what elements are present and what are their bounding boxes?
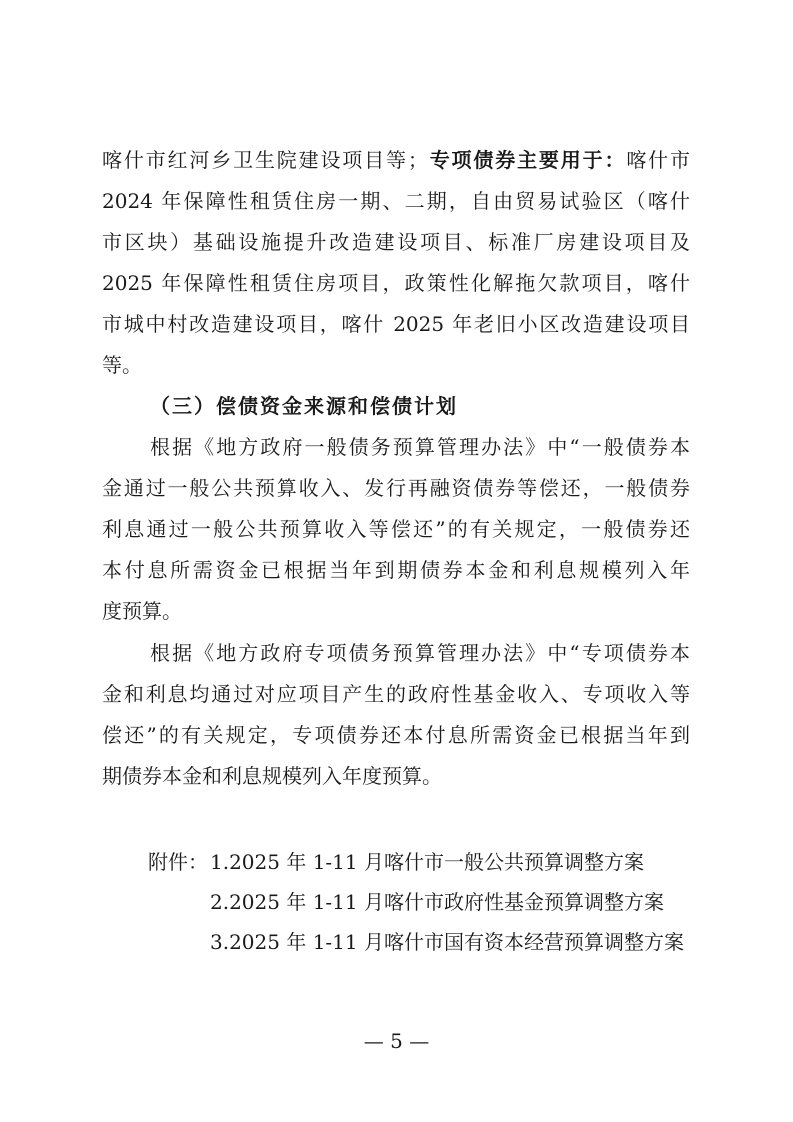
attachment-item: 2.2025 年 1-11 月喀什市政府性基金预算调整方案 xyxy=(210,890,664,914)
paragraph-line: 度预算。 xyxy=(102,599,182,623)
bold-text-segment: 专项债券主要用于： xyxy=(427,148,627,172)
paragraph-line: 根据《地方政府一般债务预算管理办法》中“一般债券本 xyxy=(150,435,690,459)
section-heading: （三）偿债资金来源和偿债计划 xyxy=(150,394,458,418)
paragraph-line: 金通过一般公共预算收入、发行再融资债券等偿还，一般债券 xyxy=(102,476,690,500)
paragraph-line: 2025 年保障性租赁住房项目，政策性化解拖欠款项目，喀什 xyxy=(102,271,690,295)
text-segment: 喀什市红河乡卫生院建设项目等； xyxy=(102,148,428,172)
paragraph-line: 市区块）基础设施提升改造建设项目、标准厂房建设项目及 xyxy=(102,230,690,254)
paragraph-line: 金和利息均通过对应项目产生的政府性基金收入、专项收入等 xyxy=(102,682,690,706)
paragraph-line: 市城中村改造建设项目，喀什 2025 年老旧小区改造建设项目 xyxy=(102,312,690,336)
attachment-item: 3.2025 年 1-11 月喀什市国有资本经营预算调整方案 xyxy=(210,930,684,954)
paragraph-line: 期债券本金和利息规模列入年度预算。 xyxy=(102,764,442,788)
text-segment: 喀什市 xyxy=(626,148,691,172)
attachments-label: 附件： xyxy=(148,850,208,874)
paragraph-line: 等。 xyxy=(102,353,142,377)
paragraph-line: 根据《地方政府专项债务预算管理办法》中“专项债券本 xyxy=(150,641,690,665)
paragraph-line: 2024 年保障性租赁住房一期、二期，自由贸易试验区（喀什 xyxy=(102,189,690,213)
paragraph-line: 偿还”的有关规定，专项债券还本付息所需资金已根据当年到 xyxy=(102,723,690,747)
paragraph-line xyxy=(102,141,690,179)
paragraph-line: 本付息所需资金已根据当年到期债券本金和利息规模列入年 xyxy=(102,558,690,582)
page-number: — 5 — xyxy=(363,1029,430,1053)
attachment-item: 1.2025 年 1-11 月喀什市一般公共预算调整方案 xyxy=(210,850,644,874)
paragraph-line: 利息通过一般公共预算收入等偿还”的有关规定，一般债券还 xyxy=(102,517,690,541)
